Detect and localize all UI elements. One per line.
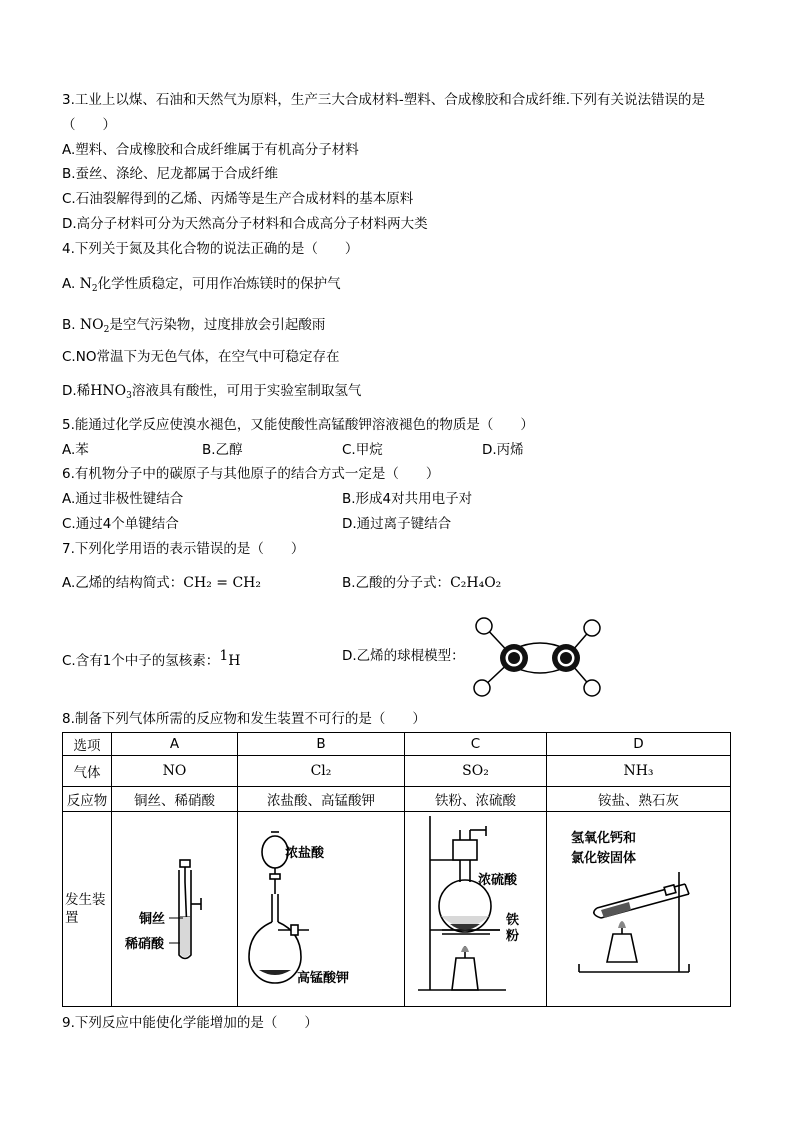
q6-option-b: B.形成4对共用电子对 bbox=[342, 491, 473, 507]
header-option: 选项 bbox=[63, 733, 112, 756]
q4-b-formula: $NO_2$ bbox=[79, 317, 110, 335]
option-c: C bbox=[405, 733, 547, 756]
reactant-a: 铜丝、稀硝酸 bbox=[112, 787, 238, 812]
reactant-d: 铵盐、熟石灰 bbox=[547, 787, 731, 812]
q9-stem: 9.下列反应中能使化学能增加的是（ ） bbox=[62, 1015, 318, 1031]
q7-a-formula: CH₂ = CH₂ bbox=[183, 575, 261, 591]
q3-stem-bracket: （ ） bbox=[62, 117, 116, 133]
apparatus-d-cell bbox=[547, 812, 731, 1007]
apparatus-b-cell bbox=[238, 812, 405, 1007]
q4-a-formula: $N_2$ bbox=[79, 276, 98, 294]
q4-option-a: A. $N_2$化学性质稳定，可用作冶炼镁时的保护气 bbox=[62, 276, 341, 294]
q3-option-d: D.高分子材料可分为天然高分子材料和合成高分子材料两大类 bbox=[62, 216, 428, 232]
apparatus-c-cell bbox=[405, 812, 547, 1007]
q7-b-formula: C₂H₄O₂ bbox=[450, 575, 502, 591]
label-powder: 粉 bbox=[505, 929, 519, 944]
apparatus-b bbox=[239, 812, 403, 1002]
label-conc-h2so4: 浓硫酸 bbox=[477, 873, 517, 888]
apparatus-c bbox=[406, 812, 546, 1002]
q6-option-d: D.通过离子键结合 bbox=[342, 516, 452, 532]
label-kmno4: 高锰酸钾 bbox=[297, 971, 350, 986]
q5-option-c: C.甲烷 bbox=[342, 442, 383, 458]
gas-d: NH₃ bbox=[547, 756, 731, 787]
apparatus-a bbox=[113, 812, 237, 1002]
gas-c: SO₂ bbox=[405, 756, 547, 787]
apparatus-d bbox=[549, 812, 729, 1002]
q7-option-b: B.乙酸的分子式：C₂H₄O₂ bbox=[342, 575, 502, 591]
q7-option-c: C.含有1个中子的氢核素：$^1$H bbox=[62, 648, 241, 669]
option-d: D bbox=[547, 733, 731, 756]
header-gas: 气体 bbox=[63, 756, 112, 787]
q6-option-c: C.通过4个单键结合 bbox=[62, 516, 179, 532]
q5-stem: 5.能通过化学反应使溴水褪色，又能使酸性高锰酸钾溶液褪色的物质是（ ） bbox=[62, 417, 534, 433]
q7-option-d: D.乙烯的球棍模型： bbox=[342, 648, 465, 664]
q6-stem: 6.有机物分子中的碳原子与其他原子的结合方式一定是（ ） bbox=[62, 466, 440, 482]
q4-d-formula: $HNO_3$ bbox=[90, 383, 132, 401]
label-nh4cl-solid: 氯化铵固体 bbox=[570, 851, 636, 866]
q7-c-mass-number: 1 bbox=[219, 648, 229, 664]
option-a: A bbox=[112, 733, 238, 756]
q8-stem: 8.制备下列气体所需的反应物和发生装置不可行的是（ ） bbox=[62, 711, 426, 727]
ethylene-ball-stick-model bbox=[470, 614, 606, 702]
q7-c-symbol: H bbox=[228, 653, 241, 669]
apparatus-a-cell bbox=[112, 812, 238, 1007]
q3-option-c: C.石油裂解得到的乙烯、丙烯等是生产合成材料的基本原料 bbox=[62, 191, 414, 207]
label-copper-wire: 铜丝 bbox=[138, 912, 165, 927]
reactant-b: 浓盐酸、高锰酸钾 bbox=[238, 787, 405, 812]
q3-option-a: A.塑料、合成橡胶和合成纤维属于有机高分子材料 bbox=[62, 142, 359, 158]
q6-option-a: A.通过非极性键结合 bbox=[62, 491, 184, 507]
q4-option-b: B. $NO_2$是空气污染物，过度排放会引起酸雨 bbox=[62, 317, 326, 335]
q5-option-d: D.丙烯 bbox=[482, 442, 524, 458]
q3-stem: 3.工业上以煤、石油和天然气为原料，生产三大合成材料-塑料、合成橡胶和合成纤维.下列有关说法错误的是 bbox=[62, 92, 706, 108]
q4-stem: 4.下列关于氮及其化合物的说法正确的是（ ） bbox=[62, 241, 359, 257]
q5-option-b: B.乙醇 bbox=[202, 442, 243, 458]
q4-option-c: C.NO常温下为无色气体，在空气中可稳定存在 bbox=[62, 349, 340, 365]
label-iron: 铁 bbox=[505, 913, 519, 928]
q7-option-a: A.乙烯的结构简式：CH₂ = CH₂ bbox=[62, 575, 261, 591]
header-reactant: 反应物 bbox=[63, 787, 112, 812]
gas-b: Cl₂ bbox=[238, 756, 405, 787]
gas-a: NO bbox=[112, 756, 238, 787]
label-caoh2-and: 氢氧化钙和 bbox=[570, 831, 636, 846]
q7-stem: 7.下列化学用语的表示错误的是（ ） bbox=[62, 541, 305, 557]
q3-option-b: B.蚕丝、涤纶、尼龙都属于合成纤维 bbox=[62, 166, 279, 182]
header-device: 发生装置 bbox=[63, 812, 112, 1007]
label-dilute-nitric-acid: 稀硝酸 bbox=[124, 937, 164, 952]
q4-option-d: D.稀$HNO_3$溶液具有酸性，可用于实验室制取氢气 bbox=[62, 383, 362, 401]
option-b: B bbox=[238, 733, 405, 756]
q8-table bbox=[62, 732, 731, 1007]
reactant-c: 铁粉、浓硫酸 bbox=[405, 787, 547, 812]
q5-option-a: A.苯 bbox=[62, 442, 89, 458]
label-conc-hcl: 浓盐酸 bbox=[285, 846, 325, 861]
